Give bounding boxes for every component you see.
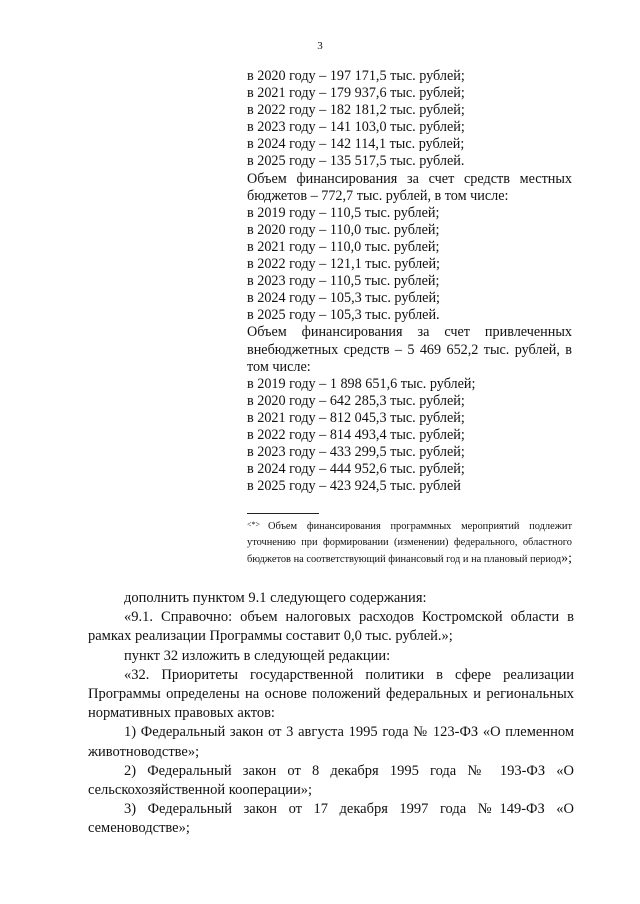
regional-year-line: в 2022 году – 182 181,2 тыс. рублей; [247,102,465,119]
offbudget-heading: Объем финансирования за счет привлеченных внебюджетных средств – 5 469 652,2 тыс. рублей, в том числе: [247,324,572,375]
offbudget-year-line: в 2022 году – 814 493,4 тыс. рублей; [247,426,465,443]
regional-year-line: в 2024 году – 142 114,1 тыс. рублей; [247,136,465,153]
body-paragraph: дополнить пунктом 9.1 следующего содержания: [124,590,427,606]
regional-year-line: в 2020 году – 197 171,5 тыс. рублей; [247,68,465,84]
offbudget-year-line: в 2023 году – 433 299,5 тыс. рублей; [247,444,465,461]
local-year-line: в 2025 году – 105,3 тыс. рублей. [247,307,440,324]
regional-year-line: в 2025 году – 135 517,5 тыс. рублей. [247,153,465,170]
local-year-line: в 2023 году – 110,5 тыс. рублей; [247,273,440,290]
law-list-item: 1) Федеральный закон от 3 августа 1995 года № 123-ФЗ «О племенном животноводстве»; [88,724,574,760]
footnote [247,513,572,569]
local-year-line: в 2022 году – 121,1 тыс. рублей; [247,256,440,273]
footnote-text [247,517,572,569]
offbudget-year-line: в 2024 году – 444 952,6 тыс. рублей; [247,461,465,478]
local-year-line: в 2024 году – 105,3 тыс. рублей; [247,290,440,307]
footnote-mark: <*> [247,520,261,529]
local-year-line: в 2020 году – 110,0 тыс. рублей; [247,221,440,238]
body-paragraph: пункт 32 изложить в следующей редакции: [124,647,391,664]
local-year-line: в 2021 году – 110,0 тыс. рублей; [247,238,440,255]
offbudget-year-line: в 2020 году – 642 285,3 тыс. рублей; [247,392,465,409]
amendment-text [88,589,574,839]
local-budget-heading: Объем финансирования за счет средств местных бюджетов – 772,7 тыс. рублей, в том числе: [247,170,572,204]
financing-column [247,68,572,495]
law-list-item: 3) Федеральный закон от 17 декабря 1997 года №149-ФЗ «О семеноводстве»; [88,801,574,837]
page-number: 3 [317,40,323,52]
regional-year-line: в 2023 году – 141 103,0 тыс. рублей; [247,119,465,136]
body-paragraph: «32. Приоритеты государственной политики в сфере реализации Программы определены на основе положений федеральных и региональных нормативных правовых актов: [88,666,574,722]
offbudget-year-line: в 2025 году – 423 924,5 тыс. рублей [247,478,461,495]
local-year-line: в 2019 году – 110,5 тыс. рублей; [247,204,440,221]
footnote-body: Объем финансирования программных мероприятий подлежит уточнению при формировании (изменении) федерального, областного бюджетов на соответствующий финансовый год и на плановый период [247,521,572,566]
law-list-item: 2) Федеральный закон от 8 декабря 1995 года № 193-ФЗ «О сельскохозяйственной кооперации»; [88,762,574,799]
offbudget-year-line: в 2019 году – 1 898 651,6 тыс. рублей; [247,375,476,392]
footnote-separator [247,513,319,514]
footnote-close-quote: »; [561,551,572,567]
body-paragraph: «9.1. Справочно: объем налоговых расходов Костромской области в рамках реализации Программы составит 0,0 тыс. рублей.»; [88,609,574,645]
offbudget-year-line: в 2021 году – 812 045,3 тыс. рублей; [247,409,465,426]
regional-year-line: в 2021 году – 179 937,6 тыс. рублей; [247,85,465,102]
